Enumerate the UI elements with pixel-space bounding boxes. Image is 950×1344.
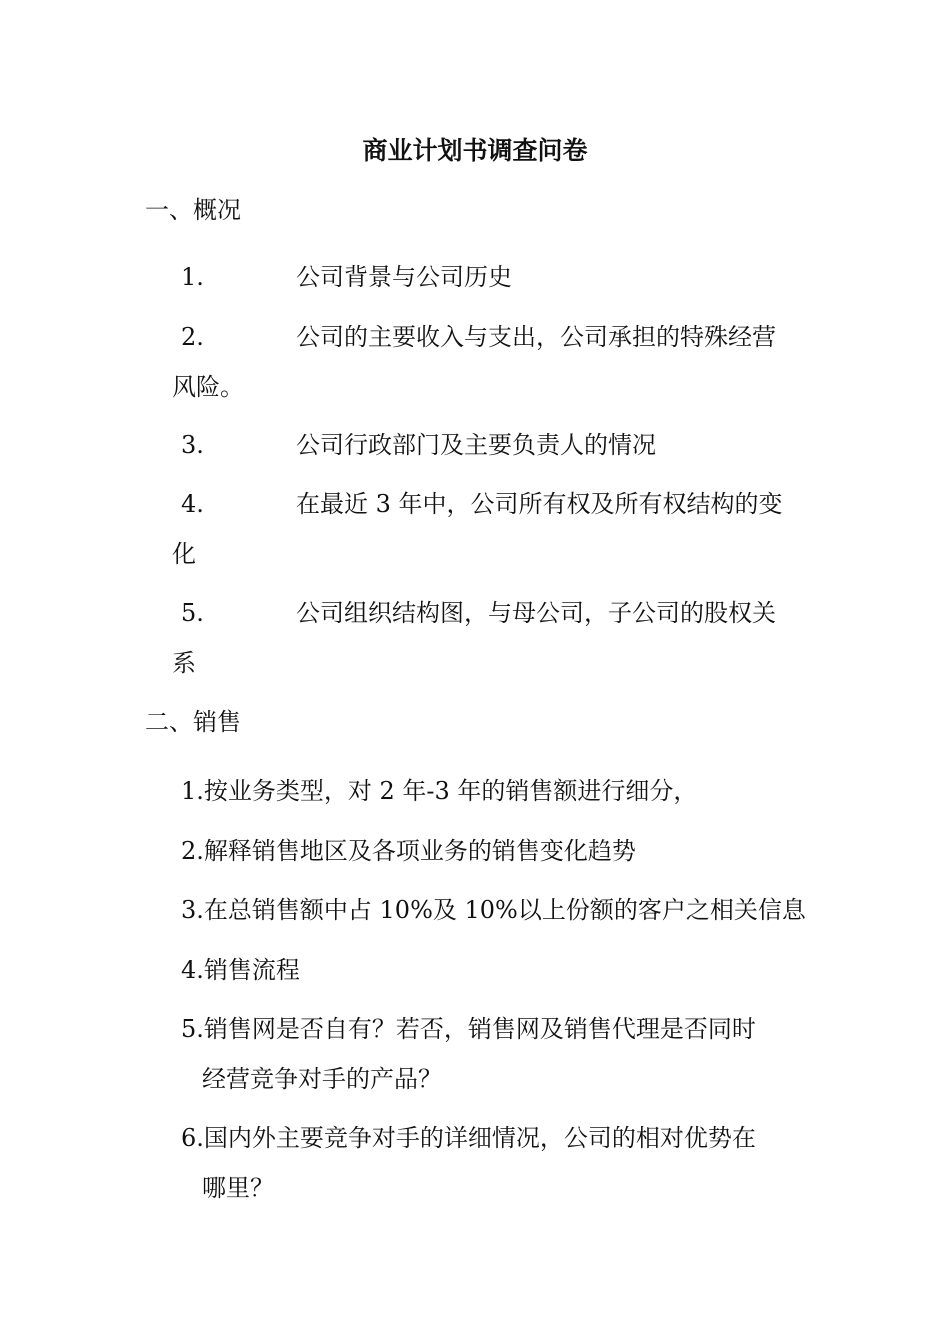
list-item: 5.销售网是否自有？若否，销售网及销售代理是否同时 [181, 1015, 756, 1043]
item-number: 3. [181, 431, 204, 459]
item-text: 公司的主要收入与支出，公司承担的特殊经营 [296, 323, 776, 351]
item-number: 1. [181, 263, 204, 291]
item-number: 4. [181, 490, 204, 518]
item-text: 公司背景与公司历史 [296, 263, 512, 291]
section-heading-sales: 二、销售 [145, 708, 241, 736]
list-item-continuation: 哪里？ [202, 1174, 274, 1202]
list-item-continuation: 经营竞争对手的产品？ [202, 1065, 442, 1093]
item-text-continuation: 化 [172, 540, 196, 568]
item-text-continuation: 风险。 [172, 373, 244, 401]
section-heading-overview: 一、概况 [145, 196, 241, 224]
item-text: 公司行政部门及主要负责人的情况 [296, 431, 656, 459]
list-item: 3.在总销售额中占 10%及 10%以上份额的客户之相关信息 [181, 896, 806, 924]
list-item: 4.销售流程 [181, 956, 300, 984]
item-number: 2. [181, 323, 204, 351]
item-text: 在最近 3 年中，公司所有权及所有权结构的变 [296, 490, 783, 518]
document-title: 商业计划书调查问卷 [362, 136, 588, 165]
list-item: 6.国内外主要竞争对手的详细情况，公司的相对优势在 [181, 1124, 756, 1152]
list-item: 1.按业务类型，对 2 年-3 年的销售额进行细分， [181, 777, 698, 805]
item-text: 公司组织结构图，与母公司，子公司的股权关 [296, 599, 776, 627]
list-item: 2.解释销售地区及各项业务的销售变化趋势 [181, 837, 636, 865]
item-number: 5. [181, 599, 204, 627]
item-text-continuation: 系 [172, 649, 196, 677]
